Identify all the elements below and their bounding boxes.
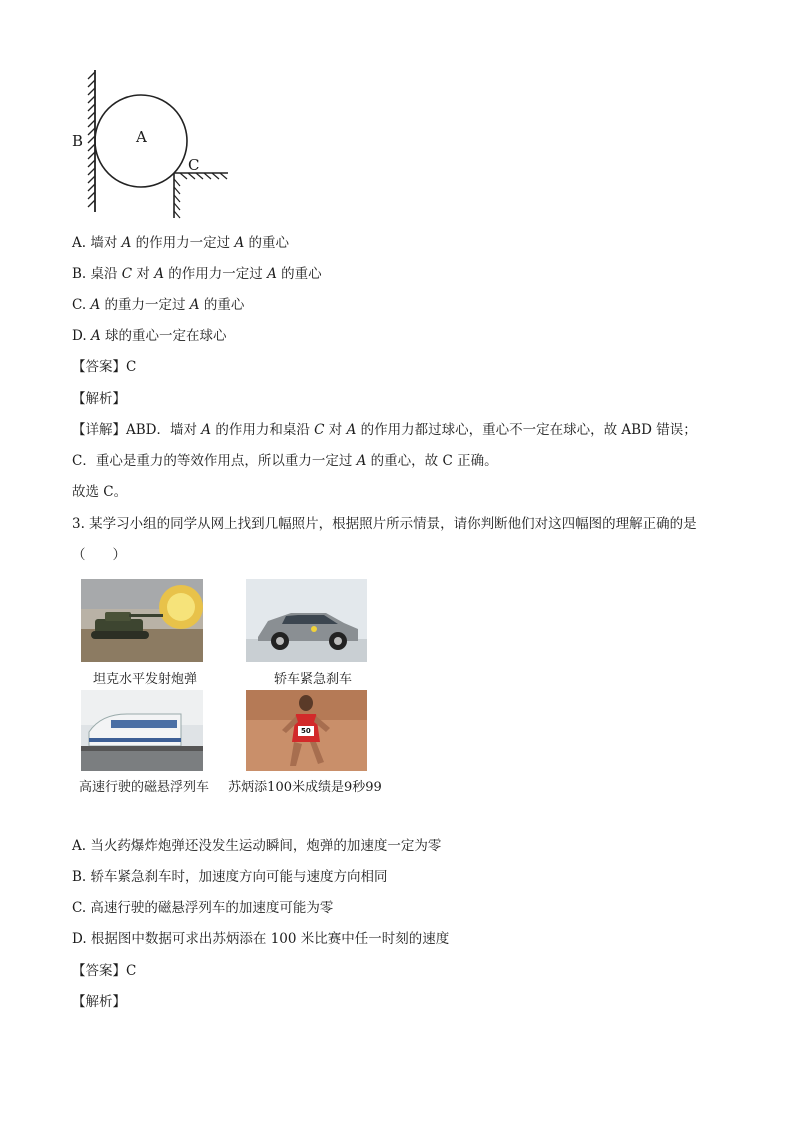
q3-option-a: A. 当火药爆炸炮弹还没发生运动瞬间，炮弹的加速度一定为零 [72, 838, 442, 854]
q2-option-c: C. A 的重力一定过 A 的重心 [72, 297, 245, 313]
q2-answer: 【答案】C [72, 359, 137, 375]
q2-option-d: D. A 球的重心一定在球心 [72, 328, 227, 344]
sphere-wall-figure [70, 66, 240, 226]
q3-analysis-heading: 【解析】 [72, 994, 126, 1010]
q3-stem-blank: （ ） [72, 547, 126, 563]
maglev-caption: 高速行驶的磁悬浮列车 [78, 780, 209, 795]
sphere-wall-diagram [70, 66, 240, 230]
q3-option-c: C. 高速行驶的磁悬浮列车的加速度可能为零 [72, 900, 334, 916]
sprinter-bib-number: 50 [301, 727, 311, 735]
q3-option-d: D. 根据图中数据可求出苏炳添在 100 米比赛中任一时刻的速度 [72, 931, 450, 947]
label-b: B [72, 132, 84, 150]
sprinter-photo [246, 690, 367, 771]
q3-option-b: B. 轿车紧急刹车时，加速度方向可能与速度方向相同 [72, 869, 388, 885]
label-a: A [136, 128, 147, 146]
car-caption: 轿车紧急刹车 [273, 672, 352, 687]
q3-stem: 3. 某学习小组的同学从网上找到几幅照片，根据照片所示情景，请你判断他们对这四幅图的理解正确的是 [72, 516, 697, 532]
maglev-photo [81, 690, 203, 771]
tank-caption: 坦克水平发射炮弹 [92, 672, 197, 687]
label-c: C [188, 156, 200, 174]
q2-option-b: B. 桌沿 C 对 A 的作用力一定过 A 的重心 [72, 266, 322, 282]
q2-option-a: A. 墙对 A 的作用力一定过 A 的重心 [72, 235, 290, 251]
q2-detail-line2: C．重心是重力的等效作用点，所以重力一定过 A 的重心，故 C 正确。 [72, 453, 498, 469]
q3-answer: 【答案】C [72, 963, 137, 979]
tank-photo [81, 579, 203, 662]
car-photo [246, 579, 367, 662]
q2-detail-line1: 【详解】ABD．墙对 A 的作用力和桌沿 C 对 A 的作用力都过球心，重心不一定在球心，故 ABD 错误； [72, 422, 697, 438]
q2-conclusion: 故选 C。 [72, 484, 128, 500]
sprinter-caption: 苏炳添100米成绩是9秒99 [228, 780, 382, 795]
q2-analysis-heading: 【解析】 [72, 391, 126, 407]
